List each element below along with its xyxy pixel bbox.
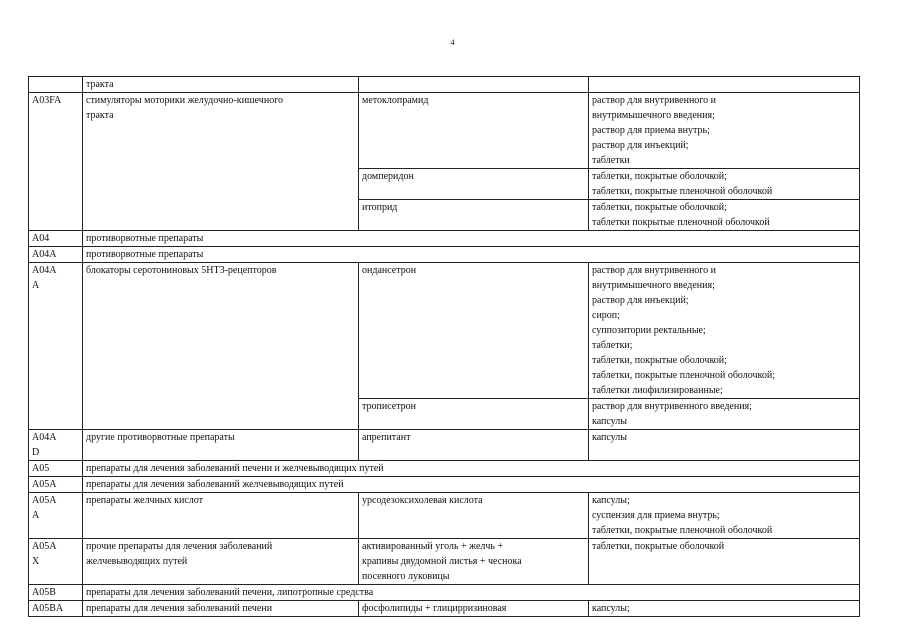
drug-name-cell-line: ондансетрон [362,265,417,276]
group-name-cell-line: препараты желчных кислот [86,495,204,506]
dosage-forms-cell-line: внутримышечного введения; [592,280,715,291]
dosage-forms-cell [589,601,860,617]
dosage-forms-cell [589,430,860,461]
dosage-forms-cell [589,169,860,200]
table-row [29,231,860,247]
group-name-cell-line: противорвотные препараты [86,233,204,244]
atc-code-cell-line: A05B [32,587,56,598]
group-name-cell [83,263,359,430]
dosage-forms-cell-line: таблетки; [592,340,633,351]
table-row [29,430,860,461]
atc-code-cell [29,77,83,93]
atc-code-cell-line: A04A [32,265,57,276]
dosage-forms-cell [589,493,860,539]
group-name-cell [83,585,860,601]
group-name-cell-line: препараты для лечения заболеваний печени, липотропные средства [86,587,374,598]
group-name-cell-line: блокаторы серотониновых 5HT3-рецепторов [86,265,277,276]
dosage-forms-cell-line: таблетки, покрытые оболочкой; [592,355,727,366]
dosage-forms-cell-line: суппозитории ректальные; [592,325,706,336]
atc-code-cell-line: A05 [32,463,50,474]
group-name-cell [83,247,860,263]
drug-name-cell-line: метоклопрамид [362,95,429,106]
atc-code-cell [29,601,83,617]
group-name-cell-line: препараты для лечения заболеваний желчевыводящих путей [86,479,344,490]
group-name-cell-line: препараты для лечения заболеваний печени [86,603,273,614]
group-name-cell-line: другие противорвотные препараты [86,432,235,443]
atc-code-cell-line: A05A [32,541,57,552]
dosage-forms-cell-line: сироп; [592,310,620,321]
dosage-forms-cell-line: раствор для инъекций; [592,295,689,306]
group-name-cell [83,493,359,539]
atc-code-cell-line: A03FA [32,95,62,106]
dosage-forms-cell-line: капсулы [592,416,627,427]
dosage-forms-cell-line: раствор для внутривенного и [592,265,717,276]
drug-name-cell-line: итоприд [362,202,398,213]
group-name-cell [83,231,860,247]
table-row [29,539,860,585]
drug-name-cell-line: домперидон [362,171,414,182]
dosage-forms-cell [589,399,860,430]
dosage-forms-cell [589,200,860,231]
dosage-forms-cell-line: капсулы; [592,495,630,506]
drug-name-cell [359,169,589,200]
dosage-forms-cell-line: таблетки покрытые пленочной оболочкой [592,217,770,228]
atc-code-cell [29,477,83,493]
drug-name-cell [359,200,589,231]
drug-name-cell-line: апрепитант [362,432,411,443]
atc-code-cell [29,493,83,539]
atc-code-cell-line: A05A [32,495,57,506]
atc-code-cell [29,93,83,231]
dosage-forms-cell-line: таблетки, покрытые пленочной оболочкой; [592,370,776,381]
group-name-cell-line: желчевыводящих путей [86,556,188,567]
drug-name-cell-line: активированный уголь + желчь + [362,541,504,552]
dosage-forms-cell-line: капсулы; [592,603,630,614]
table-row [29,601,860,617]
atc-code-cell-line: A [32,280,40,291]
atc-code-cell [29,461,83,477]
drug-name-cell [359,263,589,399]
dosage-forms-cell-line: таблетки, покрытые пленочной оболочкой [592,186,773,197]
drug-name-cell [359,93,589,169]
drug-name-cell [359,399,589,430]
group-name-cell-line: тракта [86,110,114,121]
drug-name-cell-line: крапивы двудомной листья + чеснока [362,556,522,567]
atc-code-cell-line: A04A [32,249,57,260]
atc-code-cell-line: D [32,447,40,458]
dosage-forms-cell-line: капсулы [592,432,627,443]
page-number: 4 [450,38,455,47]
group-name-cell [83,77,359,93]
group-name-cell [83,539,359,585]
atc-code-cell [29,585,83,601]
table-row [29,247,860,263]
drug-name-cell-line: посевного луковицы [362,571,450,582]
group-name-cell-line: тракта [86,79,114,90]
atc-drug-table [28,76,860,617]
table-row [29,477,860,493]
group-name-cell-line: стимуляторы моторики желудочно-кишечного [86,95,284,106]
group-name-cell [83,601,359,617]
atc-code-cell-line: X [32,556,40,567]
group-name-cell-line: противорвотные препараты [86,249,204,260]
dosage-forms-cell-line: таблетки лиофилизированные; [592,385,723,396]
drug-name-cell-line: урсодезоксихолевая кислота [362,495,483,506]
group-name-cell [83,93,359,231]
group-name-cell [83,477,860,493]
group-name-cell-line: препараты для лечения заболеваний печени и желчевыводящих путей [86,463,384,474]
dosage-forms-cell-line: раствор для приема внутрь; [592,125,710,136]
atc-code-cell-line: A04A [32,432,57,443]
dosage-forms-cell-line: суспензия для приема внутрь; [592,510,720,521]
table-row [29,585,860,601]
drug-name-cell-line: фосфолипиды + глицирризиновая [362,603,507,614]
atc-code-cell-line: A04 [32,233,50,244]
atc-code-cell [29,263,83,430]
dosage-forms-cell-line: таблетки [592,155,630,166]
table-row [29,461,860,477]
drug-name-cell-line: трописетрон [362,401,417,412]
dosage-forms-cell [589,539,860,585]
group-name-cell [83,461,860,477]
atc-code-cell [29,539,83,585]
atc-code-cell-line: A [32,510,40,521]
drug-name-cell [359,77,589,93]
table-row [29,77,860,93]
atc-code-cell [29,247,83,263]
dosage-forms-cell-line: таблетки, покрытые оболочкой [592,541,725,552]
table-row [29,493,860,539]
group-name-cell [83,430,359,461]
atc-code-cell-line: A05BA [32,603,64,614]
table-row [29,93,860,169]
drug-name-cell [359,430,589,461]
dosage-forms-cell-line: раствор для инъекций; [592,140,689,151]
dosage-forms-cell [589,93,860,169]
atc-code-cell-line: A05A [32,479,57,490]
dosage-forms-cell-line: таблетки, покрытые оболочкой; [592,171,727,182]
dosage-forms-cell-line: таблетки, покрытые пленочной оболочкой [592,525,773,536]
dosage-forms-cell-line: раствор для внутривенного и [592,95,717,106]
dosage-forms-cell [589,77,860,93]
atc-code-cell [29,430,83,461]
dosage-forms-cell-line: таблетки, покрытые оболочкой; [592,202,727,213]
dosage-forms-cell-line: раствор для внутривенного введения; [592,401,752,412]
drug-name-cell [359,539,589,585]
group-name-cell-line: прочие препараты для лечения заболеваний [86,541,273,552]
dosage-forms-cell-line: внутримышечного введения; [592,110,715,121]
atc-code-cell [29,231,83,247]
drug-name-cell [359,601,589,617]
table-row [29,263,860,399]
dosage-forms-cell [589,263,860,399]
drug-name-cell [359,493,589,539]
